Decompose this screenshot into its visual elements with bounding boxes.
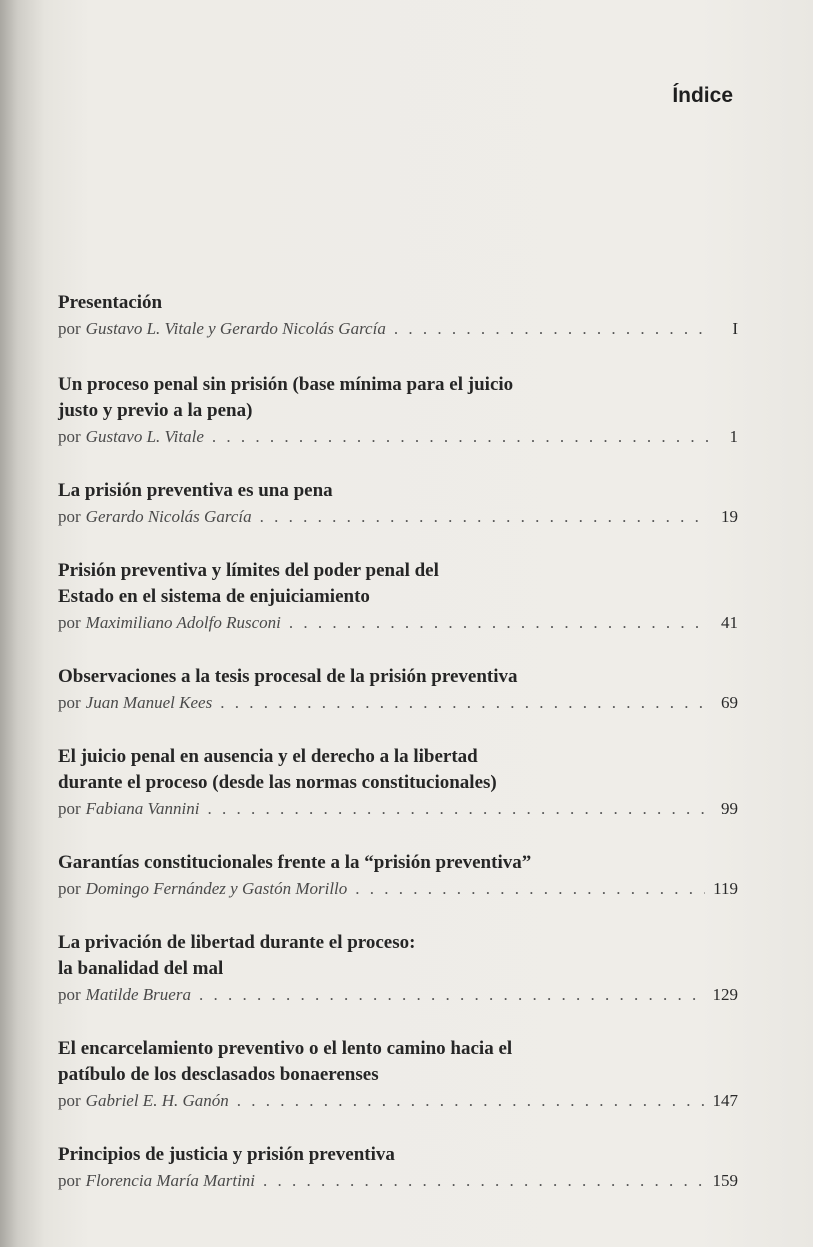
dot-leader [220,690,710,716]
author-name: Gustavo L. Vitale [85,427,204,446]
dot-leader [237,1088,705,1114]
entry-author-line [58,1088,738,1114]
por-label: por [58,319,81,338]
author-name: Gustavo L. Vitale y Gerardo Nicolás García [85,319,386,338]
author-name: Juan Manuel Kees [85,693,213,712]
dot-leader [394,316,710,342]
toc-entry-principios [58,1142,738,1194]
entry-title-line: Presentación [58,292,163,313]
table-of-contents [58,290,738,1194]
author-name: Fabiana Vannini [85,799,200,818]
entry-author-line [58,796,738,822]
entry-title-line: la banalidad del mal [58,958,224,979]
entry-title [58,478,738,504]
entry-title [58,1036,738,1088]
author-name: Matilde Bruera [85,985,191,1004]
author-name: Domingo Fernández y Gastón Morillo [85,879,348,898]
page-number: 129 [712,985,738,1004]
entry-author-line [58,690,738,716]
por-label: por [58,879,81,898]
dot-leader [263,1168,704,1194]
entry-title-line: Garantías constitucionales frente a la “prisión preventiva” [58,852,532,873]
toc-entry-privacion-libertad [58,930,738,1008]
toc-entry-limites-poder [58,558,738,636]
entry-author-line [58,1168,738,1194]
page-number: I [732,319,738,338]
author-name: Maximiliano Adolfo Rusconi [85,613,281,632]
entry-title-line: El juicio penal en ausencia y el derecho a la libertad [58,746,478,767]
entry-title [58,372,738,424]
toc-entry-prision-pena [58,478,738,530]
entry-author-line [58,982,738,1008]
toc-entry-observaciones [58,664,738,716]
dot-leader [260,504,710,530]
por-label: por [58,1091,81,1110]
por-label: por [58,427,81,446]
entry-title [58,1142,738,1168]
toc-entry-proceso-penal [58,372,738,450]
toc-entry-encarcelamiento [58,1036,738,1114]
por-label: por [58,985,81,1004]
entry-title-line: durante el proceso (desde las normas constitucionales) [58,772,497,793]
por-label: por [58,1171,81,1190]
page-title: Índice [672,84,733,107]
page-number: 69 [721,693,738,712]
entry-title-line: Observaciones a la tesis procesal de la prisión preventiva [58,666,518,687]
entry-author-line [58,876,738,902]
entry-title-line: patíbulo de los desclasados bonaerenses [58,1064,379,1085]
entry-title [58,850,738,876]
page-number: 19 [721,507,738,526]
toc-entry-garantias [58,850,738,902]
por-label: por [58,613,81,632]
page-number: 1 [729,427,738,446]
por-label: por [58,693,81,712]
dot-leader [355,876,705,902]
author-name: Gabriel E. H. Ganón [85,1091,229,1110]
dot-leader [207,796,710,822]
page-number: 147 [712,1091,738,1110]
page-number: 99 [721,799,738,818]
entry-title-line: justo y previo a la pena) [58,400,253,421]
entry-title-line: Principios de justicia y prisión preventiva [58,1144,395,1165]
entry-author-line [58,424,738,450]
author-name: Gerardo Nicolás García [85,507,252,526]
page-number: 119 [713,879,738,898]
entry-title-line: Estado en el sistema de enjuiciamiento [58,586,370,607]
toc-entry-juicio-ausencia [58,744,738,822]
por-label: por [58,507,81,526]
entry-title-line: El encarcelamiento preventivo o el lento camino hacia el [58,1038,513,1059]
author-name: Florencia María Martini [85,1171,256,1190]
entry-title [58,930,738,982]
entry-title-line: Un proceso penal sin prisión (base mínima para el juicio [58,374,514,395]
entry-title [58,290,738,316]
entry-title [58,558,738,610]
entry-author-line [58,316,738,342]
entry-title-line: Prisión preventiva y límites del poder penal del [58,560,439,581]
dot-leader [199,982,705,1008]
page-number: 159 [712,1171,738,1190]
entry-title-line: La prisión preventiva es una pena [58,480,333,501]
entry-title [58,664,738,690]
dot-leader [212,424,710,450]
entry-author-line [58,504,738,530]
entry-title-line: La privación de libertad durante el proceso: [58,932,416,953]
toc-entry-presentacion [58,290,738,342]
entry-title [58,744,738,796]
dot-leader [289,610,710,636]
page-number: 41 [721,613,738,632]
por-label: por [58,799,81,818]
entry-author-line [58,610,738,636]
